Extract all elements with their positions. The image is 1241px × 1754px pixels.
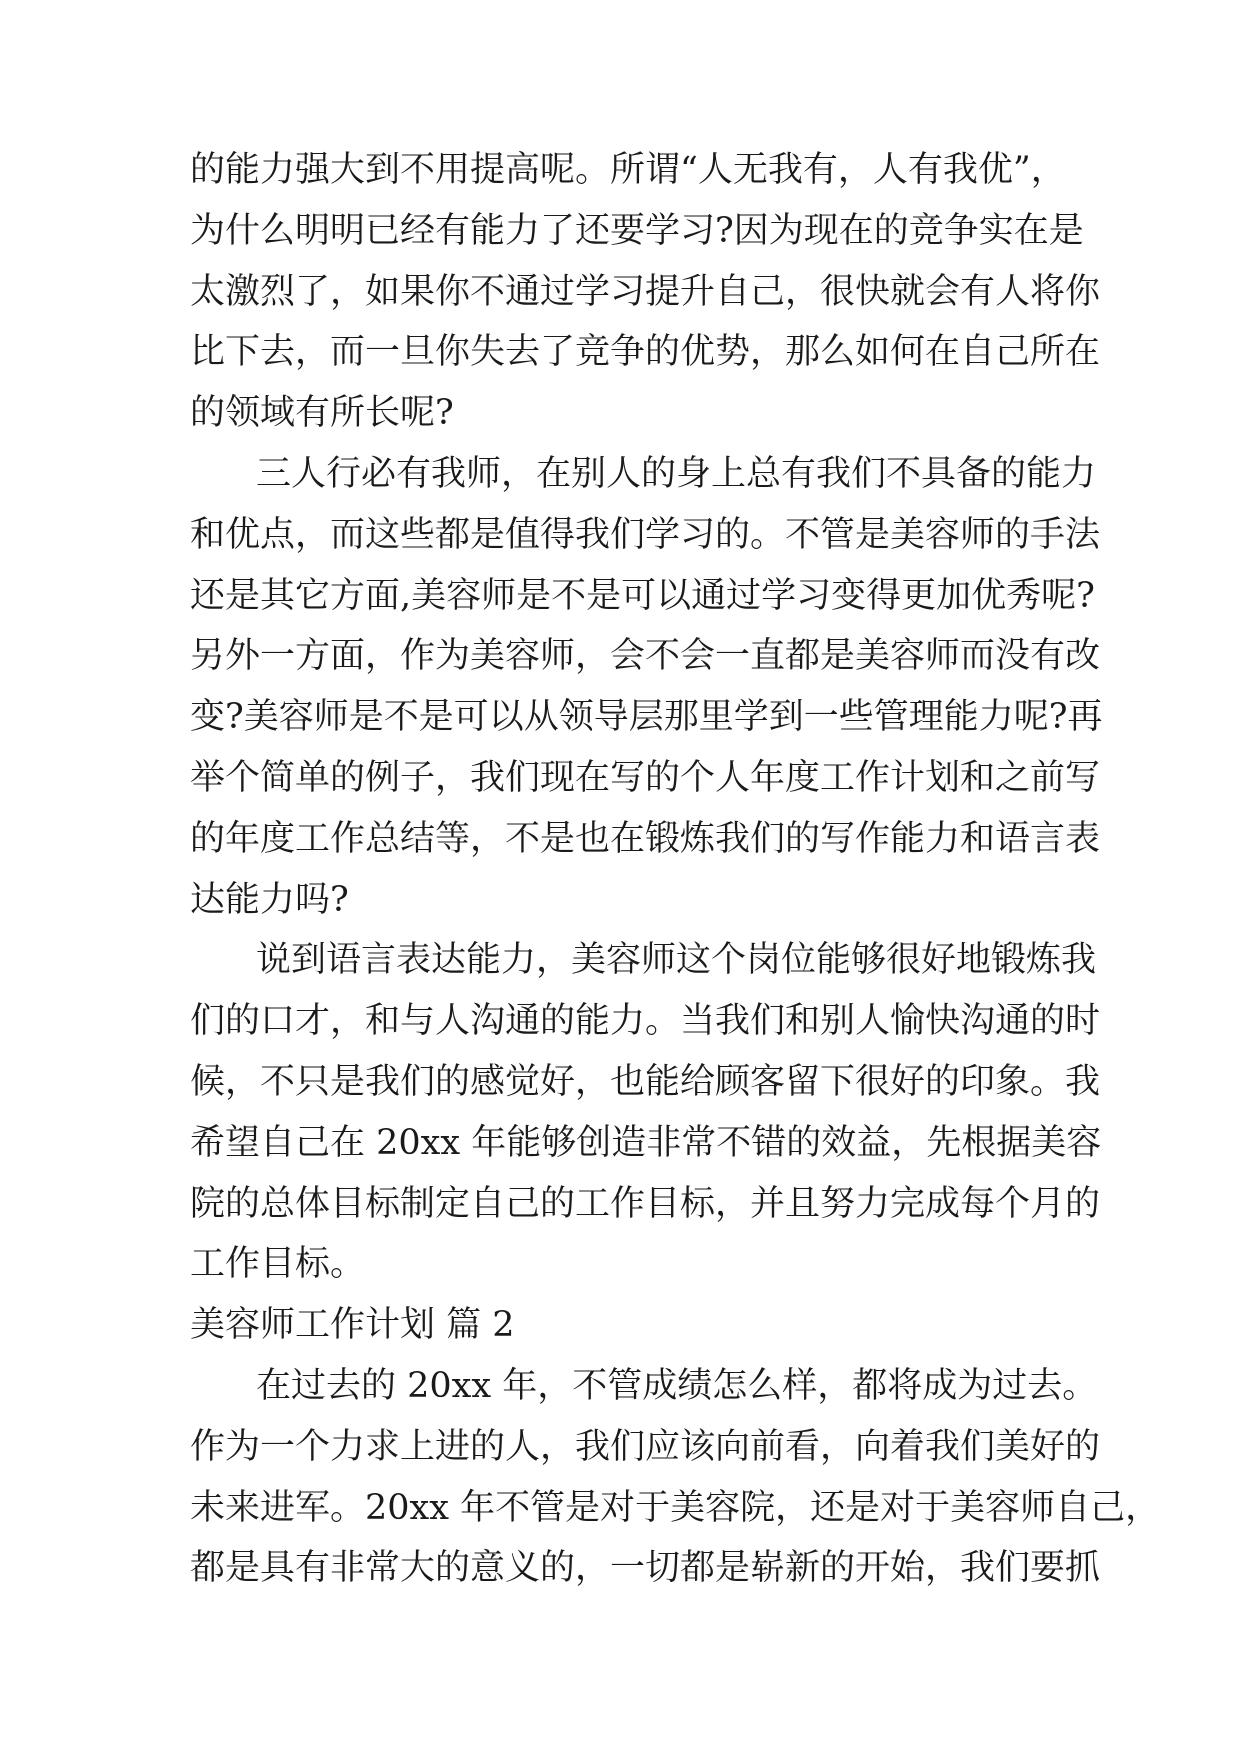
text-line: 的领域有所长呢? bbox=[190, 393, 454, 434]
text-line: 还是其它方面,美容师是不是可以通过学习变得更加优秀呢? bbox=[190, 575, 1095, 616]
text-line: 的能力强大到不用提高呢。所谓“人无我有，人有我优”， bbox=[190, 150, 1066, 190]
text-line: 说到语言表达能力，美容师这个岗位能够很好地锻炼我 bbox=[256, 940, 1097, 981]
text-line: 太激烈了，如果你不通过学习提升自己，很快就会有人将你 bbox=[190, 271, 1101, 312]
paragraph-2 bbox=[190, 444, 1103, 930]
paragraph-4 bbox=[190, 1356, 1161, 1599]
section-heading: 美容师工作计划 篇 2 bbox=[190, 1305, 515, 1346]
text-line: 三人行必有我师，在别人的身上总有我们不具备的能力 bbox=[256, 453, 1097, 494]
text-line: 比下去，而一旦你失去了竞争的优势，那么如何在自己所在 bbox=[190, 332, 1101, 373]
paragraph-1 bbox=[190, 140, 1101, 444]
text-line: 变?美容师是不是可以从领导层那里学到一些管理能力呢?再 bbox=[190, 697, 1103, 738]
text-line: 另外一方面，作为美容师，会不会一直都是美容师而没有改 bbox=[190, 636, 1101, 677]
document-body bbox=[190, 140, 1161, 1599]
text-line: 达能力吗? bbox=[190, 879, 349, 920]
text-line: 的年度工作总结等，不是也在锻炼我们的写作能力和语言表 bbox=[190, 818, 1101, 859]
text-line: 作为一个力求上进的人，我们应该向前看，向着我们美好的 bbox=[190, 1426, 1101, 1467]
text-line: 候，不只是我们的感觉好，也能给顾客留下很好的印象。我 bbox=[190, 1061, 1101, 1102]
paragraph-3 bbox=[190, 930, 1102, 1295]
text-line: 工作目标。 bbox=[190, 1244, 366, 1285]
text-line: 举个简单的例子，我们现在写的个人年度工作计划和之前写 bbox=[190, 757, 1101, 798]
text-line: 院的总体目标制定自己的工作目标，并且努力完成每个月的 bbox=[190, 1183, 1101, 1224]
text-line: 和优点，而这些都是值得我们学习的。不管是美容师的手法 bbox=[190, 514, 1101, 555]
text-line: 在过去的 20xx 年，不管成绩怎么样，都将成为过去。 bbox=[256, 1365, 1098, 1406]
text-line: 们的口才，和与人沟通的能力。当我们和别人愉快沟通的时 bbox=[190, 1001, 1101, 1042]
text-line: 未来进军。20xx 年不管是对于美容院，还是对于美容师自己， bbox=[190, 1487, 1161, 1528]
text-line: 都是具有非常大的意义的，一切都是崭新的开始，我们要抓 bbox=[190, 1548, 1101, 1589]
text-line: 希望自己在 20xx 年能够创造非常不错的效益，先根据美容 bbox=[190, 1122, 1102, 1163]
text-line: 为什么明明已经有能力了还要学习?因为现在的竞争实在是 bbox=[190, 210, 1084, 251]
